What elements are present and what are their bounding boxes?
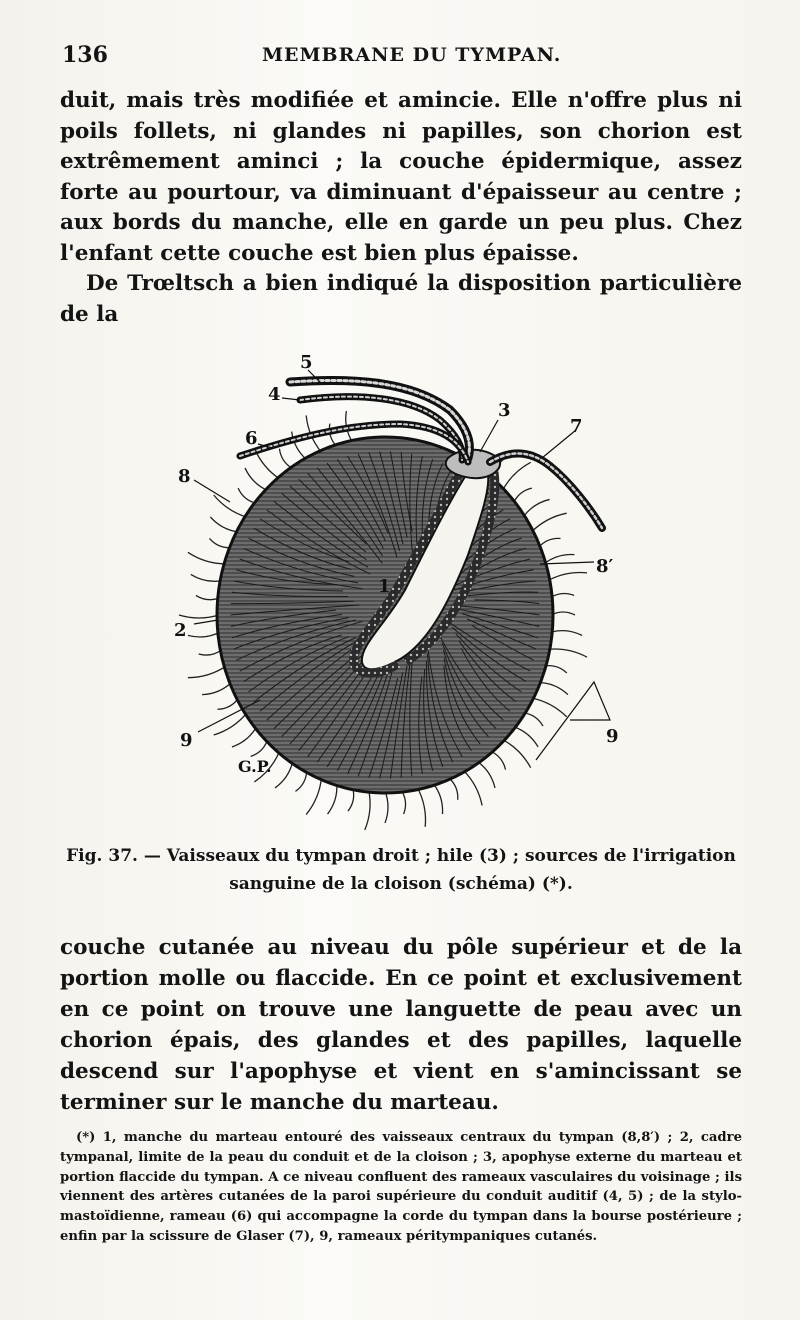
figure-label-8-prime: 8′ xyxy=(596,556,614,577)
footnote: (*) 1, manche du marteau entouré des vaisseaux centraux du tympan (8,8′) ; 2, cadre tympanal, limite de la peau du conduit et de la cloison ; 3, apophyse externe du marteau et portion flaccide du tympan. A ce niveau confluent des rameaux vasculaires du voisinage ; ils viennent des artères cutanées de la paroi supérieure du conduit auditif (4, 5) ; de la stylo-mastoïdienne, rameau (6) qui accompagne la corde du tympan dans la bourse postérieure ; enfin par la scissure de Glaser (7), 9, rameaux péritympaniques cutanés. xyxy=(60,1130,742,1244)
peripheral-vessel xyxy=(490,751,505,770)
peripheral-vessel xyxy=(199,649,223,655)
peripheral-vessel xyxy=(214,495,247,517)
paragraph: couche cutanée au niveau du pôle supérieur et de la portion molle ou flaccide. En ce point et exclusivement en ce point on trouve une languette de peau avec un chorion épais, des glandes et des papilles, laquelle descend sur l'apophyse et vient en s'amincissant se terminer sur le manche du marteau. xyxy=(60,935,742,1115)
peripheral-vessel xyxy=(548,649,587,657)
figure-label-5: 5 xyxy=(300,352,313,373)
peripheral-vessel xyxy=(531,513,566,532)
figure-label-7: 7 xyxy=(570,416,583,437)
peripheral-vessel xyxy=(538,682,568,694)
peripheral-vessel xyxy=(502,462,530,490)
peripheral-vessel xyxy=(275,761,293,788)
peripheral-vessel xyxy=(188,552,226,564)
peripheral-vessel xyxy=(306,778,321,815)
peripheral-vessel xyxy=(417,788,425,827)
figure-label-gp: G.P. xyxy=(238,757,272,776)
peripheral-vessel xyxy=(538,538,560,547)
peripheral-vessel xyxy=(238,488,257,503)
figure-label-8: 8 xyxy=(178,466,191,487)
tympanic-membrane-illustration xyxy=(150,340,660,840)
peripheral-vessel xyxy=(477,761,495,788)
peripheral-vessel xyxy=(232,727,257,747)
figure-label-1: 1 xyxy=(378,576,391,597)
figure-tympanic-membrane xyxy=(150,340,660,840)
peripheral-vessel xyxy=(385,791,388,823)
caption-text: — Vaisseaux du tympan droit ; hile (3) ; sources de l'irrigation sanguine de la cloison (schéma) (*). xyxy=(143,846,736,894)
peripheral-vessel xyxy=(433,783,442,814)
peripheral-vessel xyxy=(550,593,574,597)
peripheral-vessel xyxy=(401,790,405,814)
peripheral-vessel xyxy=(217,698,238,709)
paragraph: duit, mais très modifiée et amincie. Elle n'offre plus ni poils follets, ni glandes ni papilles, son chorion est extrêmement aminci ; la couche épidermique, assez forte au pourtour, va diminuant d'épaisseur au centre ; aux bords du manche, elle en garde un peu plus. Chez l'enfant cette couche est bien plus épaisse. xyxy=(60,88,742,266)
body-text-bottom xyxy=(60,932,742,1118)
peripheral-vessel xyxy=(550,631,582,636)
peripheral-vessel xyxy=(523,713,543,726)
peripheral-vessel xyxy=(245,468,268,491)
paragraph: De Trœltsch a bien indiqué la disposition particulière de la xyxy=(60,271,742,327)
peripheral-vessel xyxy=(214,713,247,735)
peripheral-vessel xyxy=(251,739,268,756)
peripheral-vessel xyxy=(179,615,219,618)
figure-label-3: 3 xyxy=(498,400,511,421)
peripheral-vessel xyxy=(328,783,337,814)
peripheral-vessel xyxy=(513,727,538,747)
peripheral-vessel xyxy=(210,517,238,532)
peripheral-vessel xyxy=(463,770,482,805)
peripheral-vessel xyxy=(191,574,222,581)
peripheral-vessel xyxy=(551,612,575,615)
page-header xyxy=(62,36,742,76)
peripheral-vessel xyxy=(279,449,292,469)
figure-number: Fig. 37. xyxy=(66,846,138,866)
peripheral-vessel xyxy=(513,488,532,503)
figure-label-6: 6 xyxy=(245,428,258,449)
figure-caption xyxy=(60,842,742,898)
figure-label-9-left: 9 xyxy=(180,730,193,751)
body-text-top xyxy=(60,86,742,330)
peripheral-vessel xyxy=(365,790,370,830)
figure-label-4: 4 xyxy=(268,384,281,405)
figure-label-2: 2 xyxy=(174,620,187,641)
peripheral-vessel xyxy=(523,499,550,517)
peripheral-vessel xyxy=(449,778,458,800)
peripheral-vessel xyxy=(209,538,231,547)
peripheral-vessel xyxy=(202,682,232,694)
peripheral-vessel xyxy=(188,632,220,637)
page-number: 136 xyxy=(62,42,108,68)
peripheral-vessel xyxy=(548,573,587,581)
peripheral-vessel xyxy=(295,770,306,791)
peripheral-vessel xyxy=(188,666,226,678)
figure-label-9-right: 9 xyxy=(606,726,619,747)
peripheral-vessel xyxy=(502,739,530,767)
peripheral-vessel xyxy=(531,698,566,717)
running-title: MEMBRANE DU TYMPAN. xyxy=(262,44,562,66)
